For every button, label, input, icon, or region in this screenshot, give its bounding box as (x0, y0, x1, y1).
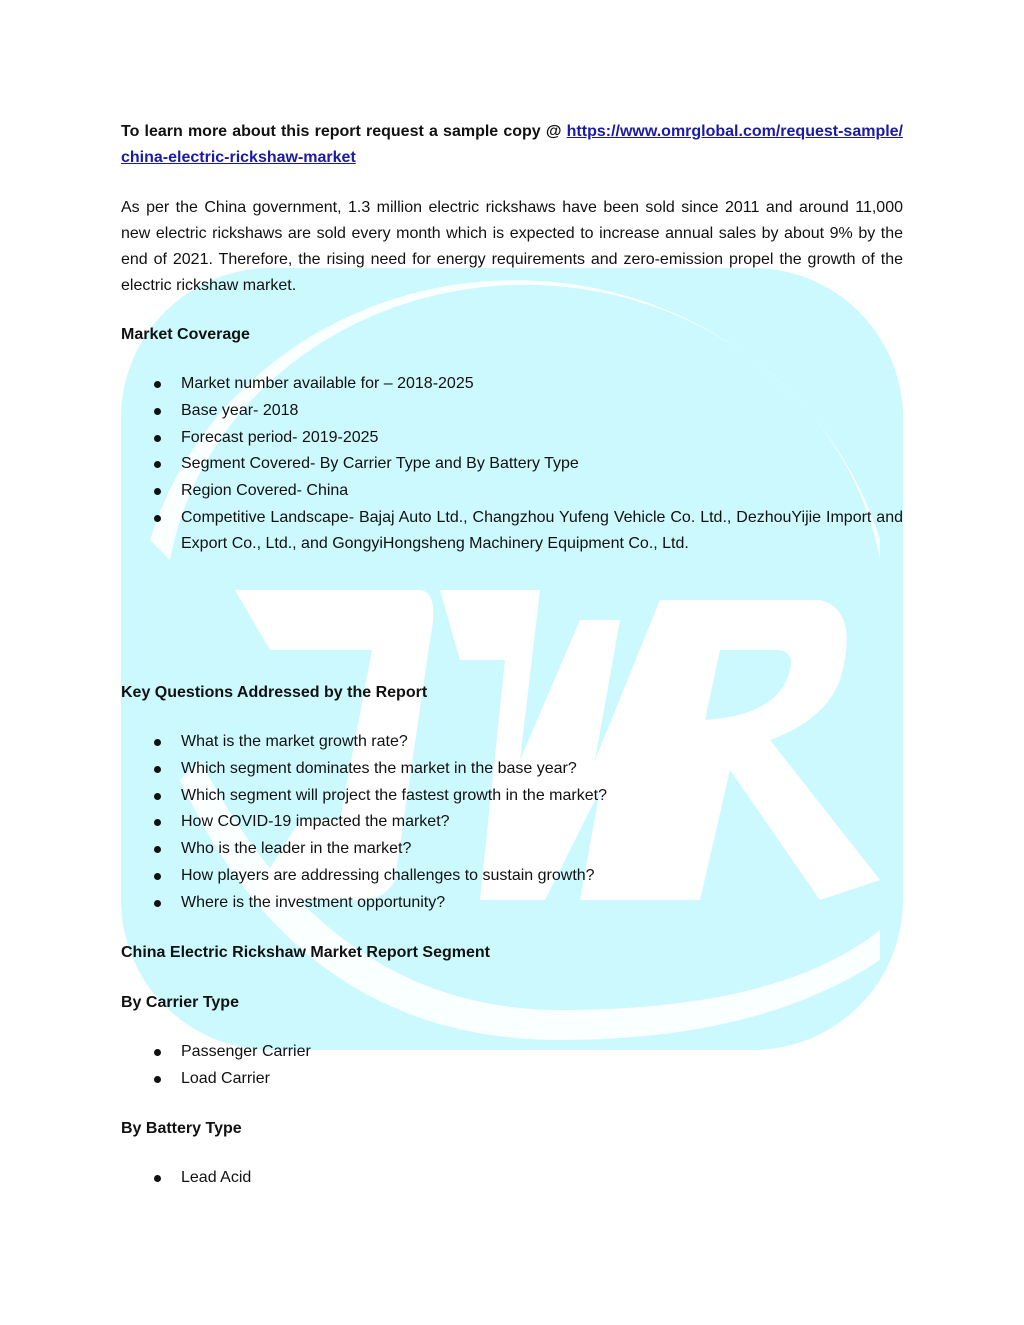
carrier-type-heading: By Carrier Type (121, 994, 239, 1011)
market-coverage-list (121, 371, 903, 557)
list-item (121, 478, 903, 505)
bullet-icon (154, 461, 161, 468)
list-item-text: Forecast period- 2019-2025 (181, 428, 379, 446)
list-item (121, 425, 903, 452)
bullet-icon (154, 739, 161, 746)
list-item (121, 756, 903, 783)
key-questions-list (121, 729, 903, 917)
list-item-text: Where is the investment opportunity? (181, 893, 446, 911)
bullet-icon (154, 1175, 161, 1182)
battery-type-heading: By Battery Type (121, 1120, 242, 1137)
list-item-text: Passenger Carrier (181, 1043, 311, 1060)
bullet-icon (154, 435, 161, 442)
list-item (121, 1039, 903, 1066)
list-item (121, 729, 903, 756)
bullet-icon (154, 873, 161, 880)
list-item-text: Region Covered- China (181, 482, 349, 500)
list-item-text: Competitive Landscape- Bajaj Auto Ltd., Changzhou Yufeng Vehicle Co. Ltd., DezhouYijie Import and Export Co., Ltd., and GongyiHongsheng Machinery Equipment Co., Ltd. (181, 508, 903, 552)
bullet-icon (154, 766, 161, 773)
list-item (121, 1066, 903, 1093)
battery-type-list (121, 1165, 903, 1192)
list-item-text: Load Carrier (181, 1069, 270, 1087)
bullet-icon (154, 819, 161, 826)
bullet-icon (154, 1076, 161, 1083)
segment-heading: China Electric Rickshaw Market Report Segment (121, 944, 490, 961)
bullet-icon (154, 793, 161, 800)
list-item (121, 863, 903, 890)
bullet-icon (154, 846, 161, 853)
list-item (121, 371, 903, 398)
list-item (121, 809, 903, 836)
bullet-icon (154, 408, 161, 415)
list-item (121, 836, 903, 863)
bullet-icon (154, 515, 161, 522)
list-item-text: Lead Acid (181, 1169, 252, 1186)
list-item (121, 505, 903, 557)
key-questions-heading: Key Questions Addressed by the Report (121, 684, 428, 701)
list-item-text: Which segment dominates the market in the base year? (181, 759, 577, 777)
bullet-icon (154, 900, 161, 907)
list-item-text: Segment Covered- By Carrier Type and By Battery Type (181, 455, 579, 473)
list-item-text: Which segment will project the fastest growth in the market? (181, 786, 607, 804)
list-item (121, 890, 903, 917)
list-item-text: How COVID-19 impacted the market? (181, 813, 450, 831)
summary-paragraph: As per the China government, 1.3 million electric rickshaws have been sold since 2011 and around 11,000 new electric rickshaws are sold every month which is expected to increase annual sales by about 9% by the end of 2021. Therefore, the rising need for energy requirements and zero-emission propel the growth of the electric rickshaw market. (121, 199, 903, 294)
bullet-icon (154, 488, 161, 495)
list-item-text: Who is the leader in the market? (181, 840, 412, 858)
intro-lead-text: To learn more about this report request a sample copy @ (121, 123, 567, 140)
list-item (121, 451, 903, 478)
bullet-icon (154, 381, 161, 388)
list-item-text: What is the market growth rate? (181, 733, 408, 750)
carrier-type-list (121, 1039, 903, 1093)
bullet-icon (154, 1049, 161, 1056)
list-item (121, 783, 903, 810)
market-coverage-heading: Market Coverage (121, 326, 250, 343)
list-item-text: Base year- 2018 (181, 401, 299, 419)
list-item (121, 1165, 903, 1192)
intro-paragraph (121, 119, 903, 171)
list-item-text: Market number available for – 2018-2025 (181, 375, 474, 392)
list-item-text: How players are addressing challenges to sustain growth? (181, 866, 595, 884)
sample-request-link[interactable]: https://www.omrglobal.com/request-sample/china-electric-rickshaw-market (121, 123, 903, 166)
list-item (121, 398, 903, 425)
